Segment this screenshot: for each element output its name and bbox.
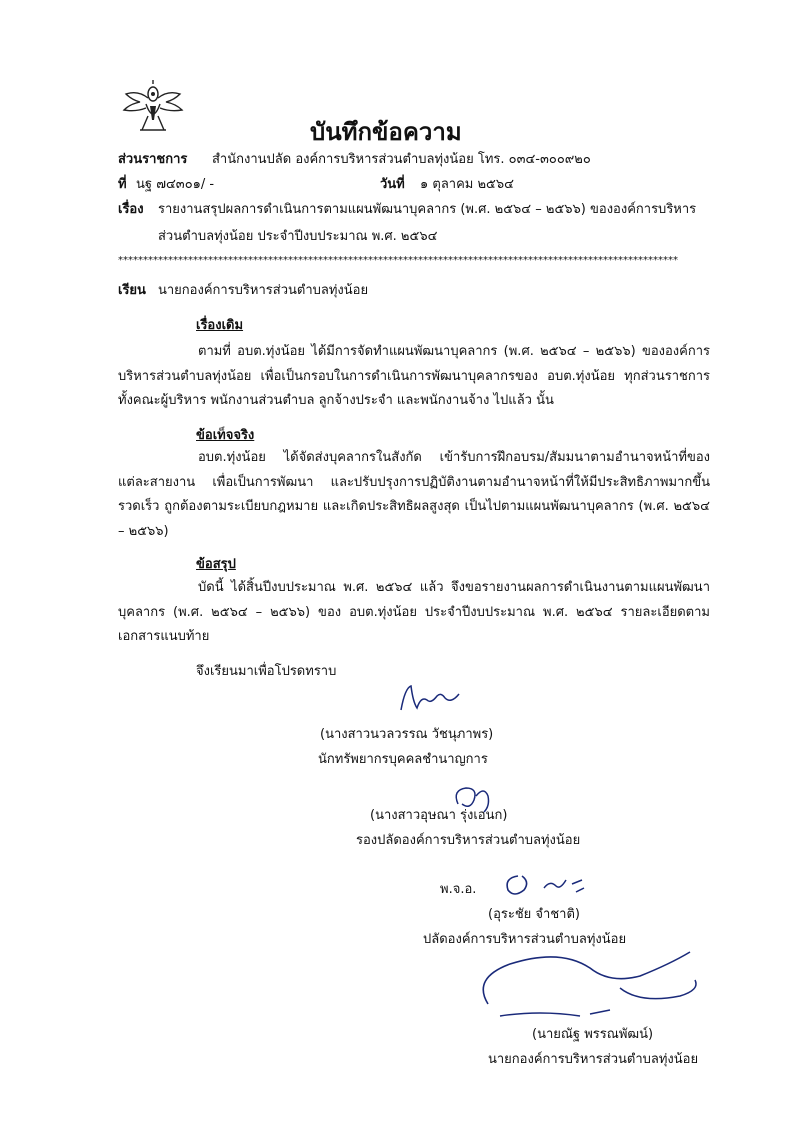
- signature-2-position: รองปลัดองค์การบริหารส่วนตำบลทุ่งน้อย: [356, 833, 581, 848]
- to-value: นายกองค์การบริหารส่วนตำบลทุ่งน้อย: [158, 283, 369, 298]
- separator: ****************************************************************************************************************: [118, 255, 678, 266]
- to-label: เรียน: [118, 283, 146, 298]
- date-value: ๑ ตุลาคม ๒๕๖๔: [420, 177, 514, 192]
- signature-3-name: (อุระชัย จำชาติ): [488, 907, 580, 922]
- garuda-emblem-icon: [120, 80, 186, 136]
- subject-label: เรื่อง: [118, 202, 144, 217]
- page-title: บันทึกข้อความ: [310, 118, 462, 146]
- signature-3-icon: [500, 866, 590, 900]
- signature-3-position: ปลัดองค์การบริหารส่วนตำบลทุ่งน้อย: [423, 932, 627, 947]
- subject-line1: รายงานสรุปผลการดำเนินการตามแผนพัฒนาบุคลากร (พ.ศ. ๒๕๖๔ – ๒๕๖๖) ขององค์การบริหาร: [158, 202, 697, 217]
- facts-title: ข้อเท็จจริง: [196, 428, 255, 443]
- subject-line2: ส่วนตำบลทุ่งน้อย ประจำปีงบประมาณ พ.ศ. ๒๕๖๔: [158, 229, 438, 244]
- summary-text: บัดนี้ ได้สิ้นปีงบประมาณ พ.ศ. ๒๕๖๔ แล้ว จึงขอรายงานผลการดำเนินงานตามแผนพัฒนาบุคลากร (พ.ศ. ๒๕๖๔ – ๒๕๖๖) ของ อบต.ทุ่งน้อย ประจำปีงบประมาณ พ.ศ. ๒๕๖๔ รายละเอียดตามเอกสารแนบท้าย: [118, 580, 710, 644]
- facts-text: อบต.ทุ่งน้อย ได้จัดส่งบุคลากรในสังกัด เข้ารับการฝึกอบรม/สัมมนาตามอำนาจหน้าที่ของแต่ละสายงาน เพื่อเป็นการพัฒนา และปรับปรุงการปฏิบัติงานตามอำนาจหน้าที่ให้มีประสิทธิภาพมากขึ้น รวดเร็ว ถูกต้องตามระเบียบกฎหมาย และเกิดประสิทธิผลสูงสุด เป็นไปตามแผนพัฒนาบุคลากร (พ.ศ. ๒๕๖๔ – ๒๕๖๖): [118, 450, 710, 539]
- signature-4-name: (นายณัฐ พรรณพัฒน์): [532, 1027, 654, 1042]
- signature-1-icon: [395, 682, 465, 716]
- agency-label: ส่วนราชการ: [118, 152, 188, 167]
- date-label: วันที่: [380, 177, 405, 192]
- signature-1-name: (นางสาวนวลวรรณ วัชนุภาพร): [320, 727, 494, 742]
- ref-label: ที่: [118, 177, 127, 192]
- ref-value: นฐ ๗๔๓๐๑/ -: [136, 177, 215, 192]
- signature-4-icon: [470, 944, 720, 1024]
- signature-2-name: (นางสาวอุษณา รุ่งเอนก): [370, 808, 508, 823]
- background-title: เรื่องเดิม: [196, 318, 244, 333]
- background-text: ตามที่ อบต.ทุ่งน้อย ได้มีการจัดทำแผนพัฒนาบุคลากร (พ.ศ. ๒๕๖๔ – ๒๕๖๖) ขององค์การบริหารส่วนตำบลทุ่งน้อย เพื่อเป็นกรอบในการดำเนินการพัฒนาบุคลากรของ อบต.ทุ่งน้อย ทุกส่วนราชการ ทั้งคณะผู้บริหาร พนักงานส่วนตำบล ลูกจ้างประจำ และพนักงานจ้าง ไปแล้ว นั้น: [118, 344, 710, 408]
- signature-1-position: นักทรัพยากรบุคคลชำนาญการ: [318, 752, 488, 767]
- signature-3-prefix: พ.จ.อ.: [440, 882, 477, 897]
- agency-value: สำนักงานปลัด องค์การบริหารส่วนตำบลทุ่งน้อย โทร. ๐๓๔-๓๐๐๙๒๐: [212, 152, 591, 167]
- signature-4-position: นายกองค์การบริหารส่วนตำบลทุ่งน้อย: [488, 1052, 699, 1067]
- closing-text: จึงเรียนมาเพื่อโปรดทราบ: [196, 664, 337, 679]
- summary-title: ข้อสรุป: [196, 557, 236, 572]
